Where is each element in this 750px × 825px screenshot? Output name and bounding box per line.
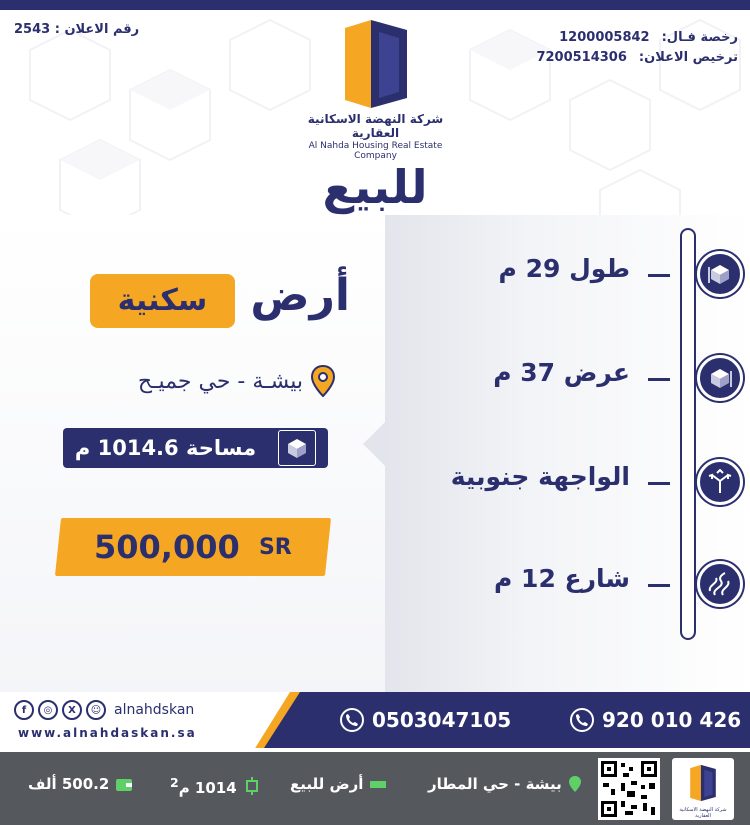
cube-area-icon bbox=[285, 436, 309, 460]
listing-area bbox=[170, 775, 261, 797]
feature-street bbox=[420, 562, 720, 608]
listing-price-text: 500.2 ألف bbox=[28, 775, 110, 793]
qr-code[interactable] bbox=[598, 758, 660, 820]
price-value: 500,000 bbox=[93, 528, 240, 566]
ad-license-row bbox=[536, 50, 738, 65]
feature-width bbox=[420, 356, 720, 402]
feature-width-label: عرض 37 م bbox=[493, 358, 630, 387]
unified-phone[interactable] bbox=[570, 708, 741, 732]
cube-width-icon bbox=[697, 355, 743, 401]
ad-number-value: 2543 bbox=[14, 22, 51, 37]
unified-phone-number: 920 010 426 bbox=[602, 708, 742, 732]
feature-facade-label: الواجهة جنوبية bbox=[450, 462, 630, 491]
map-pin-icon bbox=[568, 775, 582, 793]
top-border bbox=[0, 0, 750, 10]
ad-number-label: رقم الاعلان : bbox=[54, 22, 140, 37]
listing-type-text: أرض للبيع bbox=[290, 775, 364, 793]
listing-price bbox=[28, 775, 133, 793]
company-name-en: Al Nahda Housing Real Estate Company bbox=[308, 141, 443, 161]
ad-number bbox=[14, 22, 139, 37]
listing-area-unit-sup: 2 bbox=[170, 775, 179, 790]
fal-license-label: رخصة فـال: bbox=[661, 30, 738, 45]
feature-connector bbox=[648, 274, 670, 277]
property-type: أرض bbox=[250, 270, 350, 321]
logo-mark-icon bbox=[341, 18, 411, 110]
website-link[interactable]: www.alnahdaskan.sa bbox=[18, 726, 197, 740]
phone-icon bbox=[340, 708, 364, 732]
price-box bbox=[55, 518, 331, 576]
area-arrows-icon bbox=[243, 777, 261, 795]
instagram-icon[interactable]: ◎ bbox=[38, 700, 58, 720]
wallet-icon bbox=[115, 776, 133, 792]
road-icon bbox=[697, 561, 743, 607]
phone-icon bbox=[570, 708, 594, 732]
area-box bbox=[63, 428, 328, 468]
ad-license-label: ترخيص الاعلان: bbox=[638, 50, 738, 65]
listing-area-text: 1014 م bbox=[178, 779, 237, 797]
cube-length-icon bbox=[697, 251, 743, 297]
x-twitter-icon[interactable]: X bbox=[62, 700, 82, 720]
social-handle[interactable]: alnahdskan bbox=[114, 702, 195, 718]
mobile-phone-number: 0503047105 bbox=[372, 708, 512, 732]
property-kind-badge: سكنية bbox=[90, 274, 235, 328]
feature-length-label: طول 29 م bbox=[498, 254, 630, 283]
feature-connector bbox=[648, 482, 670, 485]
location-pin-icon bbox=[311, 365, 335, 397]
fal-license-number: 1200005842 bbox=[559, 30, 650, 45]
mobile-phone[interactable] bbox=[340, 708, 511, 732]
property-location bbox=[90, 362, 335, 400]
listing-location bbox=[428, 775, 582, 793]
ad-license-number: 7200514306 bbox=[536, 50, 627, 65]
area-text: مساحة 1014.6 م bbox=[74, 436, 257, 460]
social-links bbox=[14, 700, 194, 720]
snapchat-icon[interactable]: ☺ bbox=[86, 700, 106, 720]
panel-notch bbox=[363, 420, 387, 468]
fal-license-row bbox=[559, 30, 738, 45]
feature-connector bbox=[648, 584, 670, 587]
feature-length bbox=[420, 252, 720, 298]
company-name-ar: شركة النهضة الاسكانية العقارية bbox=[307, 112, 444, 140]
property-title bbox=[90, 270, 350, 332]
company-logo bbox=[288, 18, 463, 161]
feature-connector bbox=[648, 378, 670, 381]
facebook-icon[interactable]: f bbox=[14, 700, 34, 720]
footer-company-logo bbox=[672, 758, 734, 820]
land-plot-icon bbox=[369, 778, 387, 790]
listing-location-text: بيشة - حي المطار bbox=[428, 775, 562, 793]
direction-arrows-icon bbox=[697, 459, 743, 505]
feature-street-label: شارع 12 م bbox=[494, 564, 630, 593]
for-sale-headline: للبيع bbox=[322, 160, 428, 214]
feature-facade bbox=[420, 460, 720, 506]
qr-code-icon bbox=[601, 761, 657, 817]
footer-logo-mark-icon bbox=[688, 764, 718, 802]
location-text: بيشـة - حي جميـح bbox=[137, 368, 303, 394]
price-currency: SR bbox=[259, 534, 293, 560]
footer-logo-name: شركة النهضة الاسكانية العقارية bbox=[679, 807, 727, 819]
area-icon-frame bbox=[278, 430, 316, 466]
listing-type bbox=[290, 775, 387, 793]
